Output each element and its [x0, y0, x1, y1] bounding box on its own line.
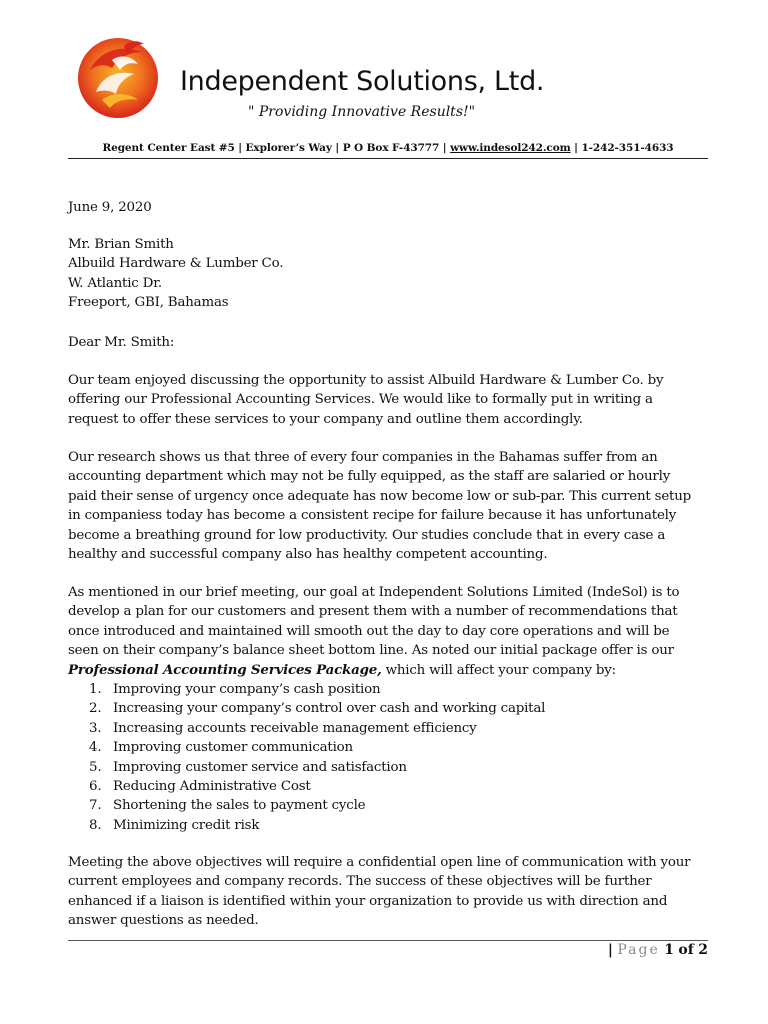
- header-divider: [68, 158, 708, 159]
- paragraph-line: enhanced if a liaison is identified within your organization to provide us with direction and: [68, 893, 668, 909]
- list-item: [68, 680, 708, 699]
- list-text: Shortening the sales to payment cycle: [113, 798, 366, 814]
- paragraph-line: become a breathing ground for low productivity. Our studies conclude that in every case a: [68, 527, 666, 543]
- list-item: [68, 758, 708, 777]
- contact-address-1: Regent Center East #5: [102, 142, 235, 154]
- paragraph-line: answer questions as needed.: [68, 913, 259, 929]
- contact-address-2: Explorer’s Way: [245, 142, 332, 154]
- contact-po-box: P O Box F-43777: [342, 142, 440, 154]
- recipient-name: Mr. Brian Smith: [68, 237, 174, 252]
- list-number: 3.: [89, 720, 102, 736]
- recipient-street: W. Atlantic Dr.: [68, 275, 162, 291]
- paragraph-line: Our team enjoyed discussing the opportunity to assist Albuild Hardware & Lumber Co. by: [68, 373, 664, 388]
- contact-separator: |: [570, 142, 582, 154]
- contact-phone: 1-242-351-4633: [581, 142, 674, 154]
- salutation: [68, 333, 708, 352]
- list-item: [68, 699, 708, 718]
- paragraph-line: current employees and company records. The success of these objectives will be further: [68, 874, 652, 890]
- letter-date: [68, 198, 708, 217]
- footer-divider: [68, 940, 708, 941]
- salutation-text: Dear Mr. Smith:: [68, 335, 175, 350]
- list-item: [68, 816, 708, 835]
- contact-separator: |: [234, 142, 246, 154]
- list-text: Reducing Administrative Cost: [113, 778, 311, 794]
- list-text: Increasing your company’s control over cash and working capital: [113, 701, 546, 717]
- list-number: 6.: [89, 778, 102, 794]
- date-text: June 9, 2020: [68, 200, 152, 215]
- list-item: [68, 719, 708, 738]
- objectives-list: [68, 680, 708, 835]
- paragraph-line: request to offer these services to your company and outline them accordingly.: [68, 411, 583, 427]
- contact-line: [68, 142, 708, 154]
- page-of: of: [678, 942, 694, 958]
- website-link[interactable]: www.indesol242.com: [450, 142, 571, 154]
- paragraph-line: in companiess today has become a consistent recipe for failure because it has unfortunately: [68, 508, 677, 524]
- list-item: [68, 777, 708, 796]
- page-current: 1: [664, 942, 674, 958]
- paragraph-line: healthy and successful company also has healthy competent accounting.: [68, 546, 548, 562]
- list-number: 2.: [89, 701, 102, 717]
- paragraph-research: [68, 448, 708, 564]
- paragraph-line: Meeting the above objectives will require a confidential open line of communication with your: [68, 855, 691, 870]
- paragraph-line: develop a plan for our customers and present them with a number of recommendations that: [68, 604, 678, 620]
- recipient-company: Albuild Hardware & Lumber Co.: [68, 256, 284, 272]
- package-name: Professional Accounting Services Package,: [68, 661, 382, 678]
- paragraph-tail: which will affect your company by:: [381, 662, 616, 678]
- page-total: 2: [698, 942, 708, 958]
- paragraph-line: paid their sense of urgency once adequate has now become low or sub-par. This current setup: [68, 488, 692, 504]
- list-item: [68, 738, 708, 757]
- paragraph-line: seen on their company’s balance sheet bottom line. As noted our initial package offer is our: [68, 643, 674, 659]
- company-tagline: " Providing Innovative Results!": [248, 104, 476, 120]
- page-footer: [608, 942, 708, 958]
- contact-separator: |: [331, 142, 343, 154]
- company-name: Independent Solutions, Ltd.: [180, 66, 545, 97]
- recipient-city: Freeport, GBI, Bahamas: [68, 295, 229, 311]
- list-number: 5.: [89, 759, 102, 775]
- list-number: 1.: [89, 681, 102, 697]
- contact-separator: |: [439, 142, 451, 154]
- list-item: [68, 796, 708, 815]
- paragraph-goals: [68, 583, 708, 835]
- list-text: Improving customer communication: [113, 740, 353, 756]
- list-number: 7.: [89, 798, 102, 814]
- paragraph-line: As mentioned in our brief meeting, our goal at Independent Solutions Limited (IndeSol) is to: [68, 585, 680, 600]
- list-text: Improving your company’s cash position: [113, 681, 381, 697]
- list-number: 4.: [89, 740, 102, 756]
- list-text: Minimizing credit risk: [113, 817, 260, 833]
- list-number: 8.: [89, 817, 102, 833]
- paragraph-line: [68, 661, 708, 680]
- page-label: Page: [617, 942, 660, 958]
- paragraph-requirements: [68, 853, 708, 931]
- paragraph-line: Our research shows us that three of every four companies in the Bahamas suffer from an: [68, 450, 658, 465]
- paragraph-line: accounting department which may not be fully equipped, as the staff are salaried or hourly: [68, 469, 671, 485]
- list-text: Increasing accounts receivable management efficiency: [113, 720, 477, 736]
- paragraph-line: once introduced and maintained will smooth out the day to day core operations and will be: [68, 623, 670, 639]
- list-text: Improving customer service and satisfaction: [113, 759, 407, 775]
- footer-separator: |: [607, 942, 613, 958]
- paragraph-line: offering our Professional Accounting Services. We would like to formally put in writing a: [68, 392, 653, 408]
- phoenix-logo-icon: [72, 30, 164, 122]
- paragraph-intro: [68, 371, 708, 429]
- recipient-address: [68, 235, 708, 313]
